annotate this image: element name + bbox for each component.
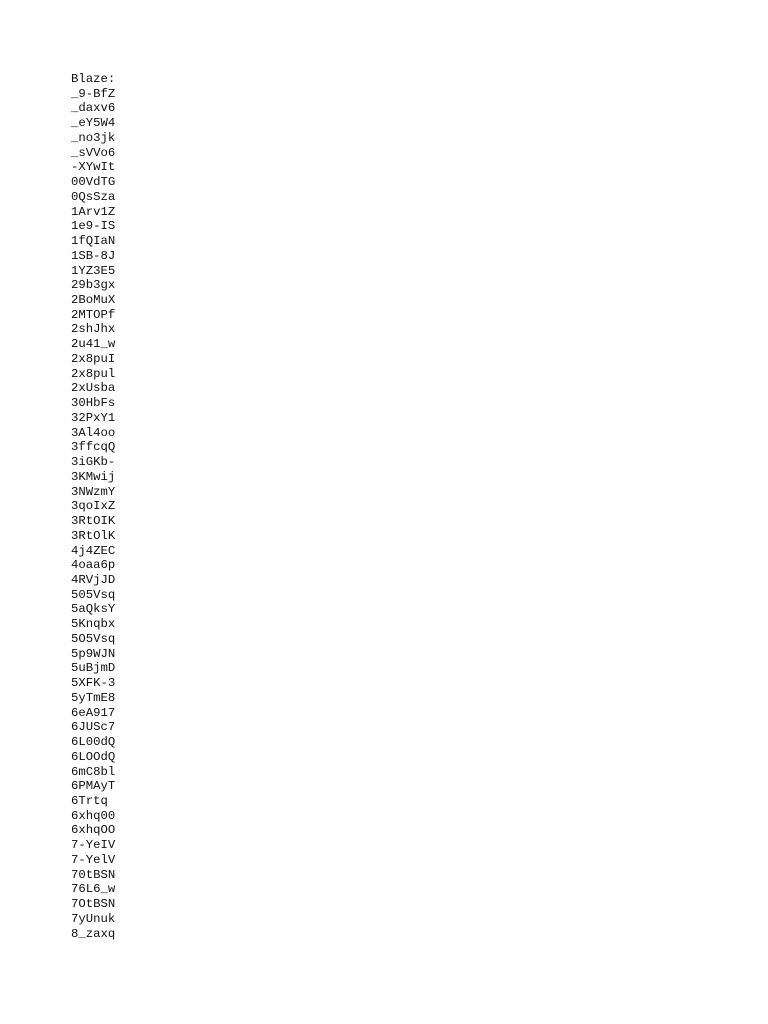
list-item: 2x8pul bbox=[71, 366, 116, 381]
entry-list bbox=[71, 87, 115, 942]
list-item: 2MTOPf bbox=[71, 307, 116, 322]
list-item: 3qoIxZ bbox=[71, 499, 116, 514]
list-item: 4oaa6p bbox=[71, 558, 116, 573]
list-item: 1Arv1Z bbox=[71, 204, 116, 219]
list-item: 6mC8bl bbox=[71, 764, 116, 779]
list-item: 4RVjJD bbox=[71, 572, 116, 587]
list-item: _9-BfZ bbox=[71, 86, 116, 101]
list-item: 29b3gx bbox=[71, 278, 116, 293]
list-item: _eY5W4 bbox=[71, 116, 116, 131]
list-item: 1fQIaN bbox=[71, 234, 116, 249]
list-item: 6eA917 bbox=[71, 705, 116, 720]
list-item: 3iGKb- bbox=[71, 455, 116, 470]
list-item: _sVVo6 bbox=[71, 145, 116, 160]
list-item: 5yTmE8 bbox=[71, 690, 116, 705]
list-item: 5O5Vsq bbox=[71, 631, 116, 646]
list-item: 5uBjmD bbox=[71, 661, 116, 676]
list-item: 0QsSza bbox=[71, 189, 116, 204]
list-item: 3Al4oo bbox=[71, 425, 116, 440]
list-item: 3RtOIK bbox=[71, 514, 116, 529]
list-item: 6xhqOO bbox=[71, 823, 116, 838]
list-item: 8_zaxq bbox=[71, 926, 116, 941]
list-item: 1YZ3E5 bbox=[71, 263, 116, 278]
list-item: 2shJhx bbox=[71, 322, 116, 337]
list-item: 3NWzmY bbox=[71, 484, 116, 499]
list-item: 00VdTG bbox=[71, 175, 116, 190]
list-item: 7-YelV bbox=[71, 852, 116, 867]
list-item: 5XFK-3 bbox=[71, 676, 116, 691]
list-item: -XYwIt bbox=[71, 160, 116, 175]
list-item: _daxv6 bbox=[71, 101, 116, 116]
list-item: 6LOOdQ bbox=[71, 749, 116, 764]
list-item: 30HbFs bbox=[71, 396, 116, 411]
list-item: 2BoMuX bbox=[71, 293, 116, 308]
list-item: 4j4ZEC bbox=[71, 543, 116, 558]
list-item: 7OtBSN bbox=[71, 897, 116, 912]
list-item: 3ffcqQ bbox=[71, 440, 116, 455]
list-item: 6xhq00 bbox=[71, 808, 116, 823]
list-item: 6PMAyT bbox=[71, 779, 116, 794]
list-item: _no3jk bbox=[71, 130, 116, 145]
list-item: 2xUsba bbox=[71, 381, 116, 396]
list-item: 2x8puI bbox=[71, 351, 116, 366]
document-heading: Blaze: bbox=[71, 72, 116, 86]
list-item: 505Vsq bbox=[71, 587, 116, 602]
list-item: 6JUSc7 bbox=[71, 720, 116, 735]
list-item: 5aQksY bbox=[71, 602, 116, 617]
list-item: 5Knqbx bbox=[71, 617, 116, 632]
list-item: 1SB-8J bbox=[71, 248, 116, 263]
list-item: 6L00dQ bbox=[71, 735, 116, 750]
list-item: 3RtOlK bbox=[71, 528, 116, 543]
list-item: 6Trtq bbox=[71, 793, 108, 808]
document-text-block bbox=[71, 72, 115, 941]
list-item: 1e9-IS bbox=[71, 219, 116, 234]
list-item: 32PxY1 bbox=[71, 410, 116, 425]
list-item: 3KMwij bbox=[71, 469, 116, 484]
list-item: 7yUnuk bbox=[71, 911, 116, 926]
list-item: 2u41_w bbox=[71, 337, 116, 352]
list-item: 5p9WJN bbox=[71, 646, 116, 661]
list-item: 7-YeIV bbox=[71, 838, 116, 853]
list-item: 70tBSN bbox=[71, 867, 116, 882]
list-item: 76L6_w bbox=[71, 882, 116, 897]
